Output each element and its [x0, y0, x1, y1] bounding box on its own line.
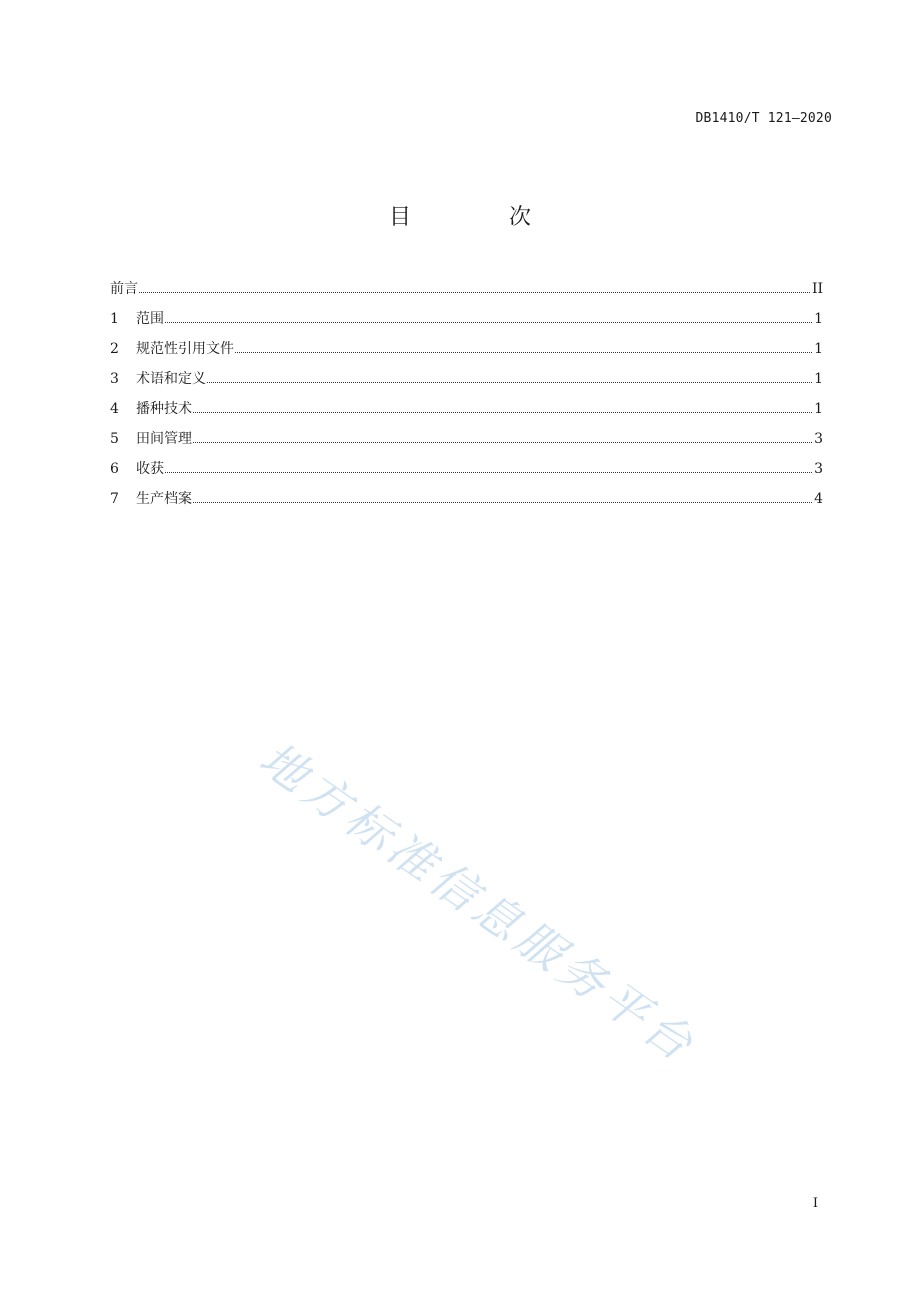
- toc-entry-normative-references[interactable]: [110, 338, 823, 368]
- toc-leader-dots: [207, 381, 812, 383]
- toc-entry-sowing[interactable]: [110, 398, 823, 428]
- toc-entry-harvest[interactable]: [110, 458, 823, 488]
- toc-entry-terms-definitions[interactable]: [110, 368, 823, 398]
- toc-entry-page: 3: [814, 461, 823, 477]
- toc-entry-production-records[interactable]: [110, 488, 823, 518]
- toc-entry-number: 6: [110, 461, 119, 477]
- toc-entry-number: 2: [110, 341, 119, 357]
- watermark: 地方标准信息服务平台: [249, 731, 707, 1074]
- toc-leader-dots: [193, 411, 812, 413]
- toc-entry-page: 1: [814, 401, 823, 417]
- toc-entry-number: 5: [110, 431, 119, 447]
- toc-leader-dots: [193, 501, 812, 503]
- toc-entry-page: 4: [814, 491, 823, 507]
- table-of-contents: [110, 278, 823, 518]
- toc-entry-label: 收获: [136, 461, 164, 477]
- toc-entry-page: II: [811, 281, 823, 297]
- toc-entry-field-management[interactable]: [110, 428, 823, 458]
- toc-entry-label: 生产档案: [136, 491, 192, 507]
- page-title: 目 次: [388, 205, 569, 230]
- toc-entry-number: 4: [110, 401, 119, 417]
- toc-leader-dots: [193, 441, 812, 443]
- toc-entry-page: 1: [814, 311, 823, 327]
- document-code: DB1410/T 121—2020: [695, 111, 832, 126]
- toc-entry-page: 3: [814, 431, 823, 447]
- toc-entry-label: 规范性引用文件: [136, 341, 234, 357]
- toc-leader-dots: [139, 291, 810, 293]
- toc-entry-page: 1: [814, 341, 823, 357]
- toc-leader-dots: [165, 321, 812, 323]
- toc-entry-number: 1: [110, 311, 119, 327]
- toc-leader-dots: [235, 351, 812, 353]
- toc-entry-label: 播种技术: [136, 401, 192, 417]
- toc-entry-preface[interactable]: [110, 278, 823, 308]
- toc-entry-label: 范围: [136, 311, 164, 327]
- page-number: I: [812, 1196, 818, 1211]
- toc-entry-number: 3: [110, 371, 119, 387]
- toc-entry-label: 田间管理: [136, 431, 192, 447]
- toc-leader-dots: [165, 471, 812, 473]
- toc-entry-page: 1: [814, 371, 823, 387]
- toc-entry-scope[interactable]: [110, 308, 823, 338]
- toc-entry-label: 术语和定义: [136, 371, 206, 387]
- toc-entry-label: 前言: [110, 281, 138, 297]
- toc-entry-number: 7: [110, 491, 119, 507]
